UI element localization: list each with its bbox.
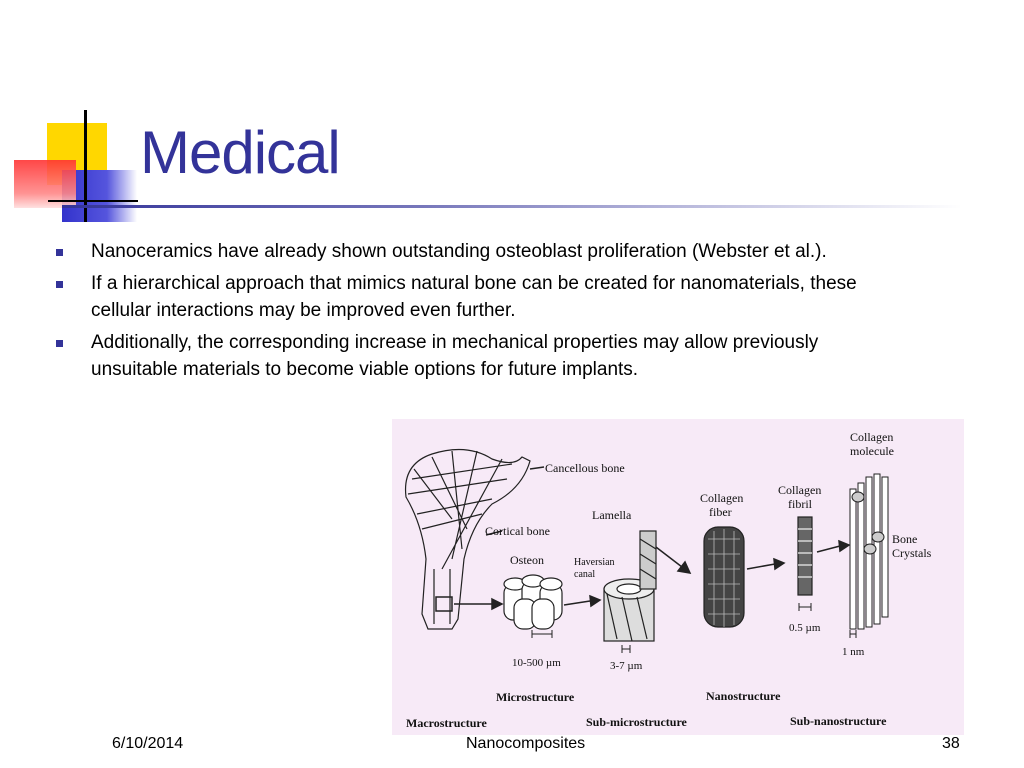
label-bone: Bone	[892, 532, 918, 546]
label-scale-molecule: 1 nm	[842, 646, 865, 658]
bullet-square-icon	[56, 249, 63, 256]
label-macrostructure: Macrostructure	[406, 716, 487, 730]
label-microstructure: Microstructure	[496, 690, 575, 704]
decor-horizontal-line	[48, 200, 138, 202]
bullet-item	[56, 270, 876, 324]
bullet-item	[56, 238, 876, 265]
label-scale-lamella: 3-7 µm	[610, 660, 643, 672]
label-haversian: Haversian	[574, 557, 615, 568]
label-fibril: fibril	[788, 497, 812, 511]
bullet-text: Nanoceramics have already shown outstanding osteoblast proliferation (Webster et al.).	[91, 241, 827, 262]
label-collagen-molecule: Collagen	[850, 430, 894, 444]
label-sub-nanostructure: Sub-nanostructure	[790, 714, 887, 728]
label-cortical-bone: Cortical bone	[485, 524, 550, 538]
label-collagen-fiber: Collagen	[700, 491, 744, 505]
footer-title: Nanocomposites	[466, 735, 586, 752]
bullet-text: If a hierarchical approach that mimics natural bone can be created for nanomaterials, these cellular interactions may be improved even further.	[91, 273, 857, 321]
label-cancellous-bone: Cancellous bone	[545, 461, 625, 475]
bone-hierarchy-figure	[392, 419, 964, 735]
label-scale-fibril: 0.5 µm	[789, 622, 821, 634]
bullet-text: Additionally, the corresponding increase in mechanical properties may allow previously unsuitable materials to become viable options for future implants.	[91, 332, 819, 380]
label-fiber: fiber	[709, 505, 732, 519]
label-canal: canal	[574, 569, 596, 580]
bullet-square-icon	[56, 281, 63, 288]
bullet-list	[56, 238, 876, 388]
label-collagen-fibril: Collagen	[778, 483, 822, 497]
label-crystals: Crystals	[892, 546, 932, 560]
label-nanostructure: Nanostructure	[706, 689, 781, 703]
label-molecule: molecule	[850, 444, 894, 458]
collagen-molecule-illustration	[850, 474, 888, 629]
footer-date: 6/10/2014	[112, 735, 184, 752]
label-lamella: Lamella	[592, 508, 632, 522]
bullet-square-icon	[56, 340, 63, 347]
title-underline	[62, 205, 962, 208]
slide-title: Medical	[140, 119, 340, 186]
collagen-fiber-illustration	[704, 527, 744, 627]
collagen-fibril-illustration	[798, 517, 812, 595]
label-osteon: Osteon	[510, 553, 544, 567]
bullet-item	[56, 329, 876, 383]
page-number: 38	[942, 735, 960, 752]
label-scale-osteon: 10-500 µm	[512, 657, 561, 669]
label-sub-microstructure: Sub-microstructure	[586, 715, 687, 729]
